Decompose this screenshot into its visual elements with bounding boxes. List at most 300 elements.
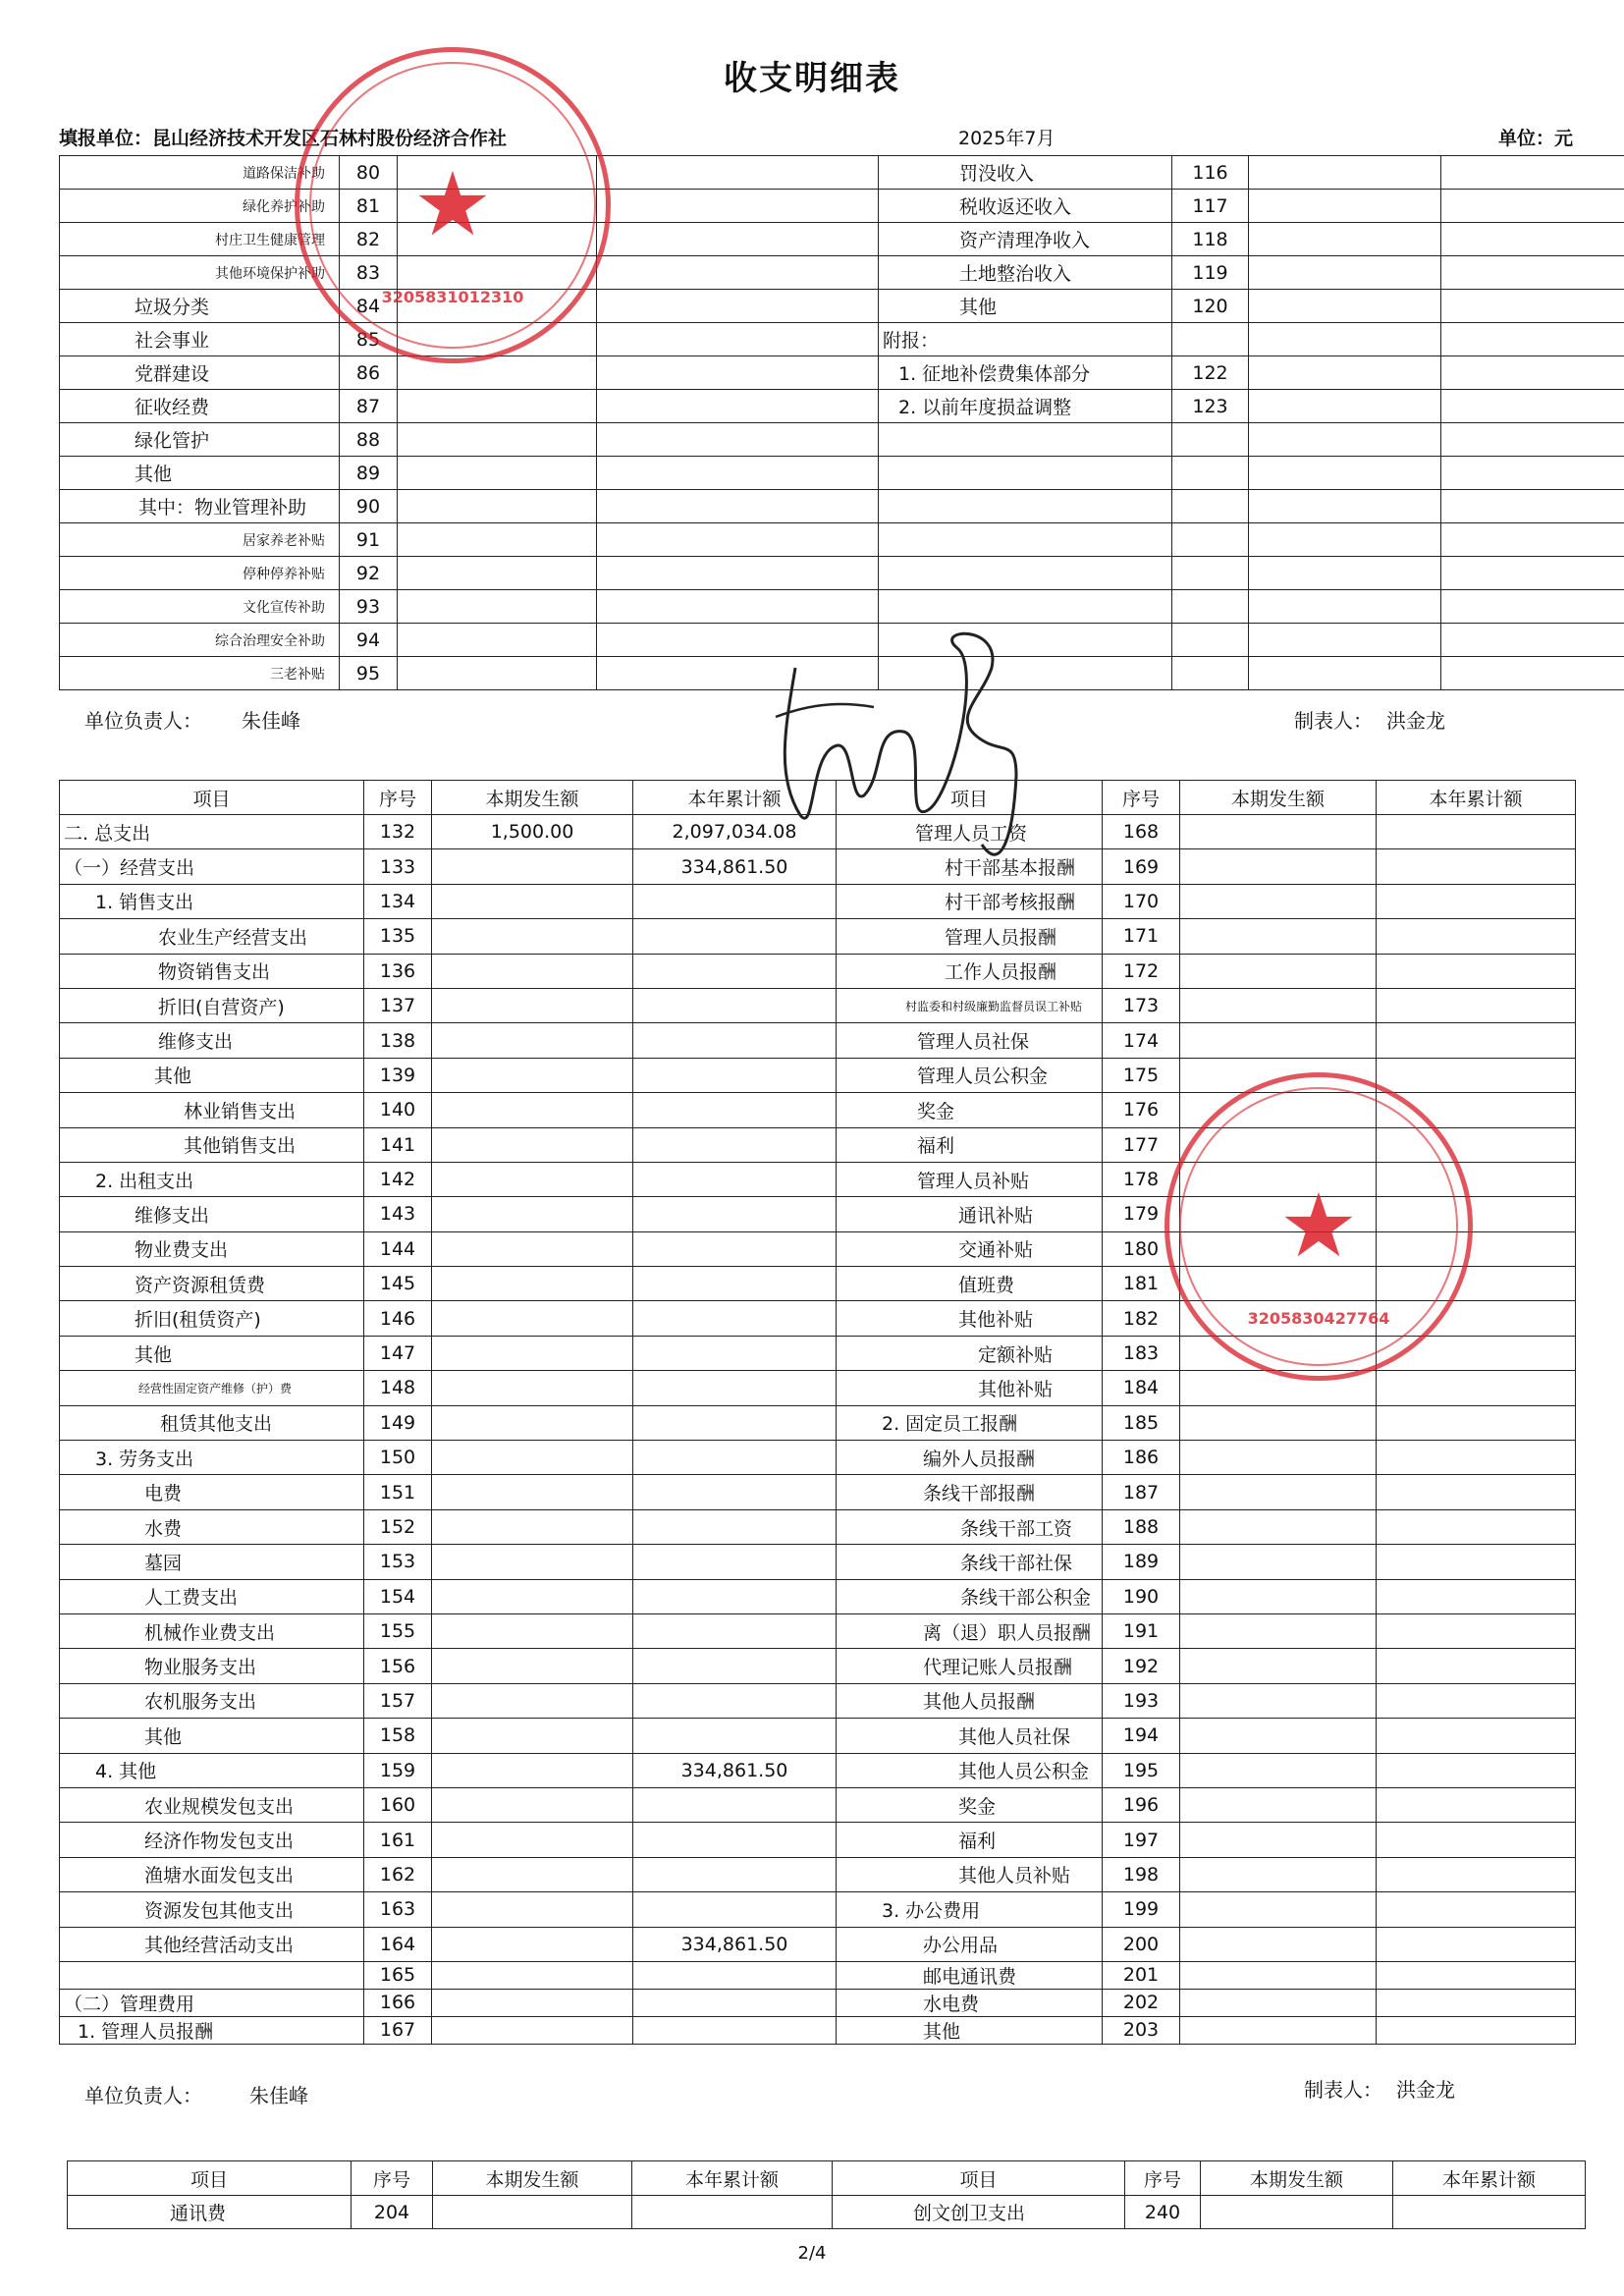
item-cell: 村干部考核报酬 — [837, 884, 1103, 918]
ytd-amount-cell: 2,097,034.08 — [633, 815, 837, 849]
ytd-amount-cell — [597, 223, 879, 256]
ytd-amount-cell — [597, 156, 879, 190]
item-cell: 墓园 — [60, 1545, 364, 1579]
ytd-amount-cell: 334,861.50 — [633, 1927, 837, 1961]
seq-cell: 135 — [364, 919, 432, 954]
seq-cell: 179 — [1103, 1197, 1180, 1231]
item-cell: 福利 — [837, 1823, 1103, 1857]
table-row — [60, 490, 1624, 523]
column-header: 项目 — [60, 781, 364, 815]
item-cell: 其他补贴 — [837, 1301, 1103, 1336]
item-cell: 办公用品 — [837, 1927, 1103, 1961]
current-amount-cell — [432, 849, 633, 884]
seq-cell: 175 — [1103, 1058, 1180, 1092]
item-cell: 人工费支出 — [60, 1579, 364, 1613]
seq-cell: 166 — [364, 1989, 432, 2016]
ytd-amount-cell — [633, 988, 837, 1022]
seq-cell: 116 — [1172, 156, 1249, 190]
table-row — [60, 1649, 1576, 1683]
current-amount-cell — [1249, 657, 1441, 690]
current-amount-cell — [398, 557, 597, 590]
table-row — [60, 223, 1624, 256]
seq-cell: 192 — [1103, 1649, 1180, 1683]
seq-cell: 204 — [352, 2196, 433, 2229]
item-cell: 其他 — [60, 457, 340, 490]
current-amount-cell — [432, 1989, 633, 2016]
current-amount-cell — [1249, 624, 1441, 657]
ytd-amount-cell — [1441, 657, 1624, 690]
table-row — [60, 1579, 1576, 1613]
item-cell: 交通补贴 — [837, 1231, 1103, 1266]
current-amount-cell — [1180, 1475, 1377, 1509]
current-amount-cell — [1249, 190, 1441, 223]
item-cell: 水费 — [60, 1509, 364, 1544]
current-amount-cell — [432, 1093, 633, 1127]
seq-cell: 186 — [1103, 1441, 1180, 1475]
item-cell: 其他补贴 — [837, 1371, 1103, 1405]
item-cell: 维修支出 — [60, 1197, 364, 1231]
ytd-amount-cell — [1441, 223, 1624, 256]
current-amount-cell — [1180, 1545, 1377, 1579]
ytd-amount-cell — [1377, 919, 1576, 954]
item-cell: 道路保洁补助 — [60, 156, 340, 190]
ytd-amount-cell — [1377, 849, 1576, 884]
seq-cell: 149 — [364, 1405, 432, 1440]
table-row — [60, 390, 1624, 423]
table-row — [60, 1823, 1576, 1857]
seq-cell: 170 — [1103, 884, 1180, 918]
table-row — [60, 954, 1576, 988]
ytd-amount-cell — [597, 290, 879, 323]
seq-cell: 153 — [364, 1545, 432, 1579]
ytd-amount-cell — [633, 1301, 837, 1336]
ytd-amount-cell — [1441, 156, 1624, 190]
item-cell: 其他人员报酬 — [837, 1683, 1103, 1718]
table-row — [60, 2016, 1576, 2044]
current-amount-cell — [1249, 356, 1441, 390]
seal-code: 3205830427764 — [1247, 1309, 1390, 1328]
current-amount-cell — [1249, 557, 1441, 590]
column-header: 本期发生额 — [1180, 781, 1377, 815]
seq-cell: 202 — [1103, 1989, 1180, 2016]
ytd-amount-cell — [1377, 1961, 1576, 1989]
seq-cell: 82 — [340, 223, 398, 256]
current-amount-cell — [1180, 1892, 1377, 1927]
current-amount-cell — [1180, 1649, 1377, 1683]
item-cell — [879, 423, 1172, 457]
ytd-amount-cell — [633, 1475, 837, 1509]
seq-cell: 185 — [1103, 1405, 1180, 1440]
seq-cell: 188 — [1103, 1509, 1180, 1544]
item-cell: 其他销售支出 — [60, 1127, 364, 1162]
item-cell: 代理记账人员报酬 — [837, 1649, 1103, 1683]
table-row — [60, 323, 1624, 356]
ytd-amount-cell — [633, 1267, 837, 1301]
column-header: 项目 — [833, 2161, 1125, 2196]
current-amount-cell — [1180, 1787, 1377, 1822]
current-amount-cell — [1180, 1683, 1377, 1718]
seq-cell: 88 — [340, 423, 398, 457]
column-header: 项目 — [837, 781, 1103, 815]
item-cell: 停种停养补贴 — [60, 557, 340, 590]
item-cell — [879, 457, 1172, 490]
current-amount-cell — [1180, 988, 1377, 1022]
current-amount-cell — [432, 1719, 633, 1753]
seq-cell: 150 — [364, 1441, 432, 1475]
maker-label: 制表人： — [1304, 2078, 1382, 2102]
table-row — [68, 2196, 1586, 2229]
ytd-amount-cell — [633, 1336, 837, 1370]
seq-cell — [1172, 423, 1249, 457]
ytd-amount-cell — [1377, 1509, 1576, 1544]
column-header: 序号 — [1125, 2161, 1201, 2196]
item-cell: 罚没收入 — [879, 156, 1172, 190]
current-amount-cell — [432, 1197, 633, 1231]
table-row — [60, 1613, 1576, 1648]
item-cell: 1. 征地补偿费集体部分 — [879, 356, 1172, 390]
item-cell: 经营性固定资产维修（护）费 — [60, 1371, 364, 1405]
table-row — [60, 1961, 1576, 1989]
column-header: 本年累计额 — [1393, 2161, 1586, 2196]
ytd-amount-cell — [1441, 523, 1624, 557]
item-cell: 1. 管理人员报酬 — [60, 2016, 364, 2044]
ytd-amount-cell — [633, 1405, 837, 1440]
table-row — [60, 1545, 1576, 1579]
item-cell: 其他 — [60, 1336, 364, 1370]
seq-cell: 196 — [1103, 1787, 1180, 1822]
seq-cell: 143 — [364, 1197, 432, 1231]
current-amount-cell — [432, 1613, 633, 1648]
current-amount-cell — [432, 1441, 633, 1475]
item-cell: 离（退）职人员报酬 — [837, 1613, 1103, 1648]
seq-cell: 181 — [1103, 1267, 1180, 1301]
ytd-amount-cell — [597, 557, 879, 590]
item-cell: 其他 — [60, 1058, 364, 1092]
seq-cell: 154 — [364, 1579, 432, 1613]
item-cell: 编外人员报酬 — [837, 1441, 1103, 1475]
column-header: 序号 — [352, 2161, 433, 2196]
table-row — [60, 1753, 1576, 1787]
seq-cell: 167 — [364, 2016, 432, 2044]
leader-label: 单位负责人： — [84, 2084, 202, 2107]
item-cell: 维修支出 — [60, 1023, 364, 1058]
current-amount-cell — [432, 1509, 633, 1544]
current-amount-cell — [432, 1336, 633, 1370]
column-header: 项目 — [68, 2161, 352, 2196]
seq-cell: 190 — [1103, 1579, 1180, 1613]
item-cell: 附报： — [879, 323, 1172, 356]
seq-cell: 201 — [1103, 1961, 1180, 1989]
ytd-amount-cell — [633, 919, 837, 954]
current-amount-cell — [398, 657, 597, 690]
ytd-amount-cell — [1377, 1441, 1576, 1475]
ytd-amount-cell — [597, 190, 879, 223]
current-amount-cell — [432, 1301, 633, 1336]
page-number: 2/4 — [797, 2243, 827, 2264]
table-row — [60, 1509, 1576, 1544]
column-header: 序号 — [364, 781, 432, 815]
current-amount-cell — [432, 1475, 633, 1509]
current-amount-cell — [432, 1892, 633, 1927]
current-amount-cell — [1180, 1509, 1377, 1544]
ytd-amount-cell — [1393, 2196, 1586, 2229]
ytd-amount-cell — [1377, 1545, 1576, 1579]
current-amount-cell — [432, 1823, 633, 1857]
item-cell: 经济作物发包支出 — [60, 1823, 364, 1857]
seq-cell: 152 — [364, 1509, 432, 1544]
item-cell: 渔塘水面发包支出 — [60, 1857, 364, 1891]
ytd-amount-cell — [632, 2196, 833, 2229]
seq-cell: 90 — [340, 490, 398, 523]
column-header: 本年累计额 — [633, 781, 837, 815]
current-amount-cell — [432, 1127, 633, 1162]
current-amount-cell — [1249, 390, 1441, 423]
seq-cell — [1172, 490, 1249, 523]
current-amount-cell — [1180, 954, 1377, 988]
current-amount-cell — [432, 1405, 633, 1440]
item-cell: 农业规模发包支出 — [60, 1787, 364, 1822]
item-cell: 其他经营活动支出 — [60, 1927, 364, 1961]
ytd-amount-cell — [1377, 2016, 1576, 2044]
seq-cell: 138 — [364, 1023, 432, 1058]
ytd-amount-cell — [1377, 1023, 1576, 1058]
ytd-amount-cell — [633, 1579, 837, 1613]
seq-cell: 178 — [1103, 1162, 1180, 1196]
ytd-amount-cell — [1377, 1371, 1576, 1405]
ytd-amount-cell — [633, 1441, 837, 1475]
ytd-amount-cell — [1377, 1579, 1576, 1613]
seq-cell: 180 — [1103, 1231, 1180, 1266]
current-amount-cell — [432, 1371, 633, 1405]
seq-cell: 160 — [364, 1787, 432, 1822]
seq-cell: 120 — [1172, 290, 1249, 323]
ytd-amount-cell — [1441, 557, 1624, 590]
current-amount-cell — [1180, 1927, 1377, 1961]
item-cell: 机械作业费支出 — [60, 1613, 364, 1648]
item-cell: 奖金 — [837, 1787, 1103, 1822]
ytd-amount-cell — [633, 2016, 837, 2044]
seq-cell — [1172, 590, 1249, 624]
item-cell: 其他人员公积金 — [837, 1753, 1103, 1787]
current-amount-cell — [1180, 1579, 1377, 1613]
current-amount-cell — [432, 1753, 633, 1787]
table-row — [60, 1892, 1576, 1927]
current-amount-cell — [432, 919, 633, 954]
current-amount-cell — [1249, 256, 1441, 290]
seq-cell: 191 — [1103, 1613, 1180, 1648]
current-amount-cell — [432, 1267, 633, 1301]
committee-seal — [1164, 1072, 1473, 1381]
ytd-amount-cell — [1377, 1058, 1576, 1092]
current-amount-cell — [432, 1023, 633, 1058]
seq-cell: 93 — [340, 590, 398, 624]
item-cell: 水电费 — [837, 1989, 1103, 2016]
item-cell: 管理人员公积金 — [837, 1058, 1103, 1092]
item-cell: 折旧(自营资产) — [60, 988, 364, 1022]
current-amount-cell — [398, 490, 597, 523]
seq-cell: 203 — [1103, 2016, 1180, 2044]
ytd-amount-cell — [633, 1545, 837, 1579]
ytd-amount-cell — [1377, 1405, 1576, 1440]
item-cell: 税收返还收入 — [879, 190, 1172, 223]
ytd-amount-cell — [633, 1509, 837, 1544]
current-amount-cell — [432, 2016, 633, 2044]
seq-cell: 142 — [364, 1162, 432, 1196]
item-cell: 党群建设 — [60, 356, 340, 390]
item-cell: 管理人员工资 — [837, 815, 1103, 849]
ytd-amount-cell — [1377, 1719, 1576, 1753]
seq-cell: 123 — [1172, 390, 1249, 423]
table-row — [60, 884, 1576, 918]
seq-cell: 122 — [1172, 356, 1249, 390]
item-cell: 土地整治收入 — [879, 256, 1172, 290]
ytd-amount-cell: 334,861.50 — [633, 849, 837, 884]
seq-cell: 184 — [1103, 1371, 1180, 1405]
ytd-amount-cell — [633, 954, 837, 988]
item-cell — [879, 557, 1172, 590]
seal-code: 3205831012310 — [381, 288, 524, 306]
column-header: 本期发生额 — [433, 2161, 632, 2196]
current-amount-cell — [1249, 490, 1441, 523]
table-row — [60, 256, 1624, 290]
ytd-amount-cell — [633, 1613, 837, 1648]
star-icon: ★ — [412, 153, 493, 256]
ytd-amount-cell — [1441, 490, 1624, 523]
seq-cell: 140 — [364, 1093, 432, 1127]
ytd-amount-cell — [633, 1683, 837, 1718]
report-period: 2025年7月 — [958, 128, 1056, 149]
item-cell — [879, 490, 1172, 523]
page-title: 收支明细表 — [724, 59, 900, 98]
current-amount-cell — [1180, 815, 1377, 849]
seq-cell: 80 — [340, 156, 398, 190]
item-cell: 福利 — [837, 1127, 1103, 1162]
item-cell: 村监委和村级廉勤监督员误工补贴 — [837, 988, 1103, 1022]
seq-cell: 137 — [364, 988, 432, 1022]
item-cell: 其中：物业管理补助 — [60, 490, 340, 523]
current-amount-cell — [1249, 223, 1441, 256]
item-cell: 居家养老补贴 — [60, 523, 340, 557]
item-cell: 物资销售支出 — [60, 954, 364, 988]
column-header: 本年累计额 — [632, 2161, 833, 2196]
table-row — [60, 423, 1624, 457]
seq-cell — [1172, 557, 1249, 590]
seq-cell: 134 — [364, 884, 432, 918]
table-row — [60, 1683, 1576, 1718]
item-cell: 村庄卫生健康管理 — [60, 223, 340, 256]
seq-cell: 194 — [1103, 1719, 1180, 1753]
item-cell: 综合治理安全补助 — [60, 624, 340, 657]
ytd-amount-cell — [1377, 1927, 1576, 1961]
current-amount-cell — [1180, 1857, 1377, 1891]
ytd-amount-cell — [1441, 256, 1624, 290]
table-row — [60, 156, 1624, 190]
current-amount-cell — [1249, 323, 1441, 356]
item-cell: 2. 以前年度损益调整 — [879, 390, 1172, 423]
ytd-amount-cell — [1441, 457, 1624, 490]
current-amount-cell — [432, 1683, 633, 1718]
ytd-amount-cell — [1377, 884, 1576, 918]
current-amount-cell — [398, 624, 597, 657]
item-cell: 文化宣传补助 — [60, 590, 340, 624]
maker-name: 洪金龙 — [1396, 2078, 1455, 2102]
ytd-amount-cell — [633, 1197, 837, 1231]
seq-cell: 119 — [1172, 256, 1249, 290]
ytd-amount-cell — [1377, 1683, 1576, 1718]
ytd-amount-cell — [597, 423, 879, 457]
item-cell: 电费 — [60, 1475, 364, 1509]
item-cell: 通讯费 — [68, 2196, 352, 2229]
seq-cell: 163 — [364, 1892, 432, 1927]
item-cell: 物业费支出 — [60, 1231, 364, 1266]
expense-detail-table — [59, 780, 1576, 2045]
ytd-amount-cell — [633, 1857, 837, 1891]
seq-cell: 92 — [340, 557, 398, 590]
item-cell: 农业生产经营支出 — [60, 919, 364, 954]
seq-cell: 195 — [1103, 1753, 1180, 1787]
item-cell: （二）管理费用 — [60, 1989, 364, 2016]
current-amount-cell — [1201, 2196, 1393, 2229]
ytd-amount-cell — [633, 1231, 837, 1266]
table-row — [60, 988, 1576, 1022]
seq-cell: 198 — [1103, 1857, 1180, 1891]
current-amount-cell — [1180, 1989, 1377, 2016]
seq-cell: 157 — [364, 1683, 432, 1718]
ytd-amount-cell — [1377, 1475, 1576, 1509]
table-row — [60, 1475, 1576, 1509]
ytd-amount-cell — [597, 356, 879, 390]
table-row — [60, 457, 1624, 490]
seq-cell: 155 — [364, 1613, 432, 1648]
seq-cell: 173 — [1103, 988, 1180, 1022]
seq-cell: 183 — [1103, 1336, 1180, 1370]
seq-cell: 165 — [364, 1961, 432, 1989]
seq-cell: 94 — [340, 624, 398, 657]
seq-cell: 168 — [1103, 815, 1180, 849]
item-cell: 值班费 — [837, 1267, 1103, 1301]
ytd-amount-cell — [1377, 1857, 1576, 1891]
item-cell: 定额补贴 — [837, 1336, 1103, 1370]
item-cell: 管理人员社保 — [837, 1023, 1103, 1058]
reporting-unit: 填报单位：昆山经济技术开发区石林村股份经济合作社 — [59, 128, 508, 149]
table-row — [60, 1989, 1576, 2016]
seq-cell: 136 — [364, 954, 432, 988]
table-row — [60, 557, 1624, 590]
ytd-amount-cell — [1441, 624, 1624, 657]
current-amount-cell — [432, 1579, 633, 1613]
seq-cell: 84 — [340, 290, 398, 323]
item-cell — [60, 1961, 364, 1989]
seq-cell: 148 — [364, 1371, 432, 1405]
item-cell: 资产资源租赁费 — [60, 1267, 364, 1301]
ytd-amount-cell — [1441, 390, 1624, 423]
seq-cell: 177 — [1103, 1127, 1180, 1162]
current-amount-cell — [1180, 1023, 1377, 1058]
current-amount-cell — [1180, 884, 1377, 918]
seq-cell: 187 — [1103, 1475, 1180, 1509]
seq-cell: 172 — [1103, 954, 1180, 988]
item-cell: 邮电通讯费 — [837, 1961, 1103, 1989]
table-row — [60, 919, 1576, 954]
current-amount-cell — [432, 1162, 633, 1196]
current-amount-cell — [432, 1545, 633, 1579]
seq-cell: 156 — [364, 1649, 432, 1683]
item-cell: 2. 出租支出 — [60, 1162, 364, 1196]
ytd-amount-cell — [1377, 1753, 1576, 1787]
ytd-amount-cell — [633, 1371, 837, 1405]
current-amount-cell — [398, 590, 597, 624]
seq-cell: 133 — [364, 849, 432, 884]
